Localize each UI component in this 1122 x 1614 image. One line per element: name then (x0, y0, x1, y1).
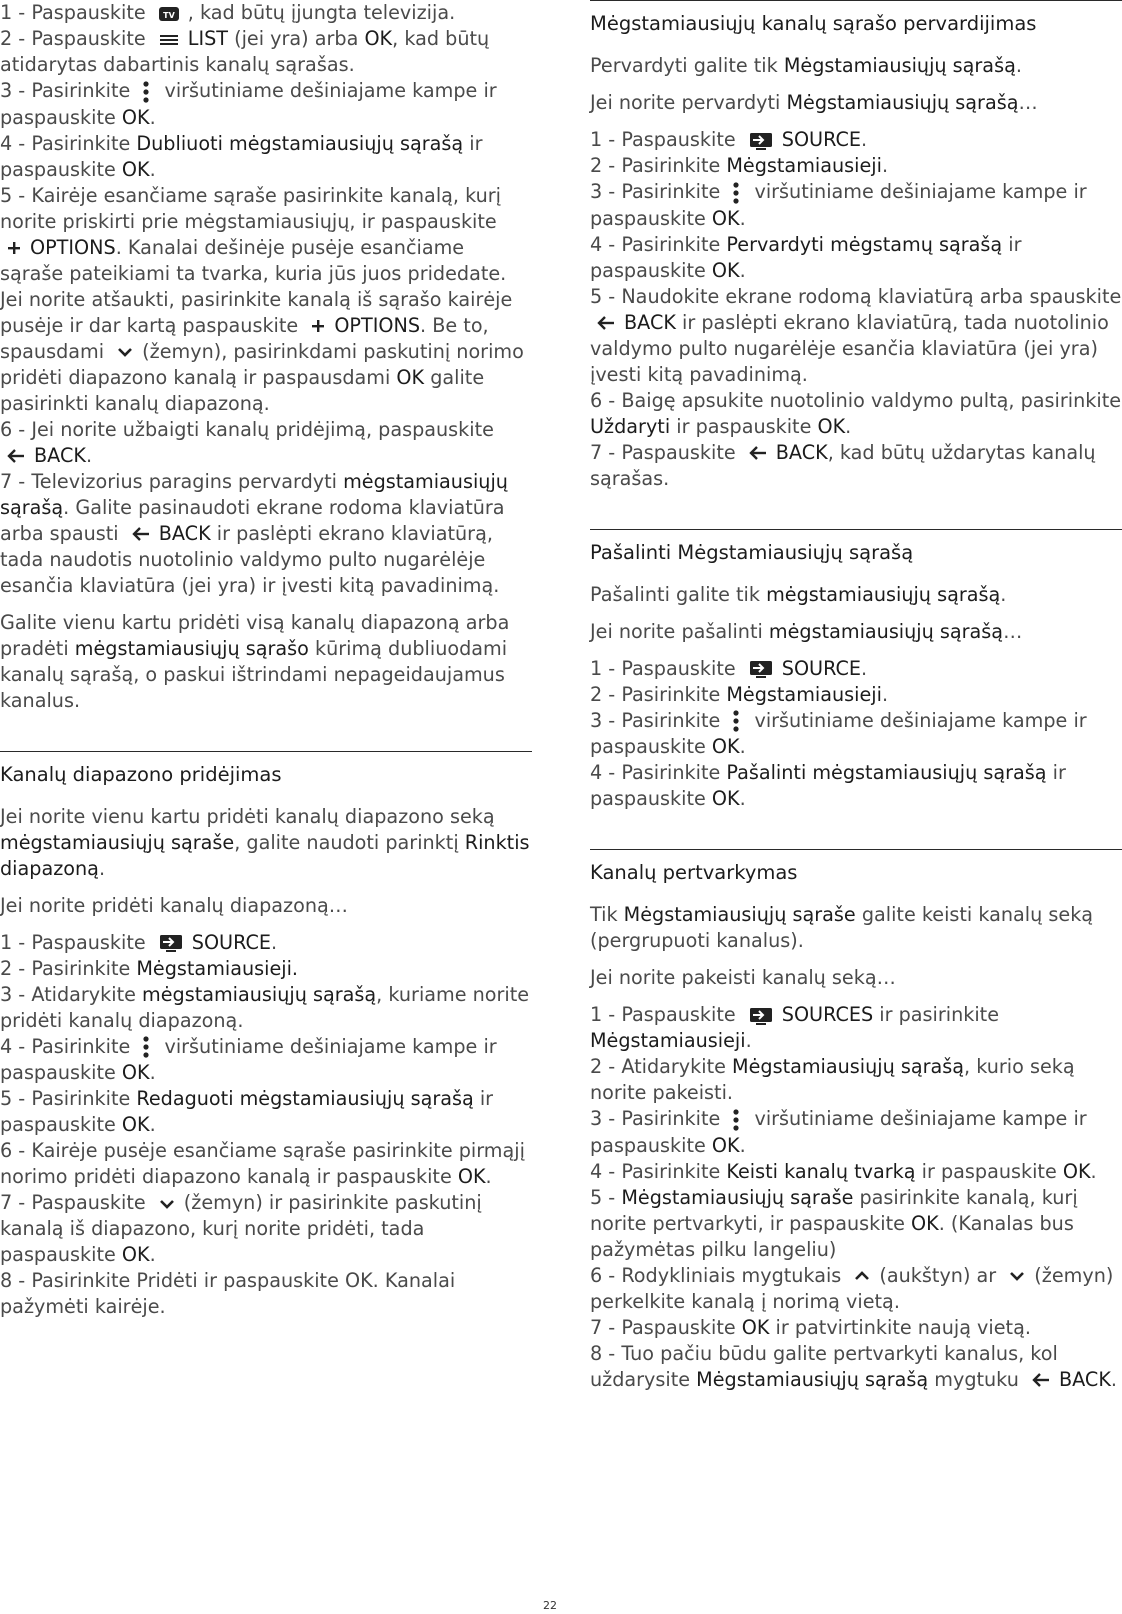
text-run: Pašalinti galite tik (590, 582, 767, 606)
ui-term: Pašalinti mėgstamiausiųjų sąrašą (726, 761, 1047, 784)
section (590, 529, 1122, 813)
text-run: . (845, 414, 852, 438)
ui-term: OPTIONS (334, 313, 421, 337)
step-list (0, 0, 532, 599)
back-icon (6, 447, 26, 465)
step (590, 708, 1122, 761)
svg-text:TV: TV (162, 10, 175, 20)
text-run: . (739, 206, 746, 230)
text-run: . (739, 1133, 746, 1157)
text-run: 2 - Pasirinkite (0, 956, 137, 980)
step (0, 1086, 532, 1138)
text-run: mygtuku (928, 1367, 1025, 1391)
ui-term: Mėgstamiausiųjų sąrašą (786, 91, 1019, 114)
down-icon (158, 1195, 176, 1213)
down-icon (1008, 1267, 1026, 1285)
ui-term: Rinktis diapazoną (0, 830, 530, 880)
ui-term: SOURCE (191, 930, 271, 954)
text-run: , kad būtų įjungta televizija. (187, 1, 456, 24)
text-run: viršutiniame dešiniajame kampe ir paspauskite (590, 708, 1087, 758)
more-icon (142, 79, 150, 105)
text-run: 3 - Pasirinkite (0, 79, 137, 102)
text-run: 6 - Kairėje pusėje esančiame sąraše pasirinkite pirmąjį norimo pridėti diapazono kanalą ir paspauskite (0, 1139, 525, 1188)
ui-term: OPTIONS (30, 235, 116, 259)
source-icon (748, 1006, 774, 1026)
text-run: Jei norite pašalinti (590, 619, 769, 643)
text-run: . (149, 1061, 156, 1084)
step (590, 1315, 1122, 1341)
text-run: Jei norite pakeisti kanalų seką… (590, 966, 896, 989)
text-run: . (98, 856, 106, 880)
ui-term: Mėgstamiausiųjų sąrašą (696, 1367, 929, 1391)
text-run: Jei norite pridėti kanalų diapazoną… (0, 893, 348, 917)
ui-term: Mėgstamiausieji (726, 154, 882, 177)
text-run: ir paslėpti ekrano klaviatūrą, tada nuotolinio valdymo pulto nugarėlėje esančia klaviatūra (jei yra) įvesti kitą pavadinimą. (590, 310, 1109, 386)
step (590, 179, 1122, 232)
text-run: 5 - Kairėje esančiame sąraše pasirinkite kanalą, kurį norite priskirti prie mėgstamiausiųjų, ir paspauskite (0, 183, 502, 233)
ui-term: OK (121, 1243, 150, 1266)
step (590, 682, 1122, 708)
step (0, 930, 532, 956)
text-run: 7 - Paspauskite (590, 440, 742, 464)
step (0, 78, 532, 131)
text-run: 2 - Pasirinkite (590, 682, 727, 706)
text-run: kūrimą dubliuodami kanalų sąrašą, o paskui ištrindami nepageidaujamus kanalus. (0, 636, 508, 712)
step (0, 956, 532, 982)
text-run: ir paspauskite (590, 761, 1066, 810)
ui-term: mėgstamiausiųjų sąrašą (0, 469, 508, 519)
paragraph (590, 90, 1122, 116)
step (590, 153, 1122, 179)
step (0, 1138, 532, 1190)
text-run: 3 - Pasirinkite (590, 180, 727, 203)
text-run: . (739, 787, 746, 810)
ui-term: OK (711, 787, 740, 810)
more-icon (732, 180, 740, 206)
ui-term: Keisti kanalų tvarką (726, 1159, 916, 1183)
text-run: ir paspauskite (0, 131, 483, 181)
ui-term: OK (711, 206, 740, 230)
text-run: 6 - Baigę apsukite nuotolinio valdymo pultą, pasirinkite (590, 388, 1122, 412)
ui-term: OK (741, 1315, 770, 1339)
section-title: Kanalų diapazono pridėjimas (0, 762, 282, 786)
text-run: , kad būtų uždarytas kanalų sąrašas. (590, 440, 1096, 490)
back-icon (131, 525, 151, 543)
text-run: Tik (590, 903, 624, 926)
text-run: 3 - Pasirinkite (590, 1107, 727, 1130)
text-run: 8 - Tuo pačiu būdu galite pertvarkyti kanalus, kol uždarysite (590, 1341, 1058, 1391)
ui-term: OK (1062, 1159, 1091, 1183)
up-icon (853, 1267, 871, 1285)
text-run: . (149, 105, 156, 129)
paragraph (0, 893, 532, 919)
text-run: , kurio seką norite pakeisti. (590, 1055, 1075, 1104)
ui-term: OK (711, 735, 740, 758)
text-run: 4 - Pasirinkite (590, 232, 727, 256)
step (590, 232, 1122, 284)
text-run: . (739, 735, 746, 758)
text-run: . (881, 682, 889, 706)
text-run: Galite vienu kartu pridėti visą kanalų diapazoną arba pradėti (0, 610, 510, 660)
text-run: 7 - Paspauskite (0, 1191, 152, 1214)
ui-term: Mėgstamiausiųjų sąraše (623, 903, 856, 926)
text-run: viršutiniame dešiniajame kampe ir paspauskite (0, 79, 497, 129)
step (590, 284, 1122, 388)
text-run: (žemyn) perkelkite kanalą į norimą vietą. (590, 1263, 1114, 1313)
step (0, 0, 532, 26)
text-run: 7 - Paspauskite (590, 1315, 742, 1339)
text-run: 1 - Paspauskite (0, 930, 152, 954)
text-run: 2 - Paspauskite (0, 27, 152, 50)
text-run: . (1015, 54, 1022, 77)
right-column (590, 0, 1122, 1393)
step-list (590, 656, 1122, 813)
text-run: . (739, 258, 746, 282)
text-run: (jei yra) arba (228, 27, 365, 50)
ui-term: BACK (624, 310, 676, 334)
ui-term: mėgstamiausiųjų sąrašą (766, 582, 1001, 606)
text-run: 6 - Rodykliniais mygtukais (590, 1263, 848, 1287)
text-run: 1 - Paspauskite (590, 1003, 742, 1026)
paragraph (590, 902, 1122, 954)
text-run: pasirinkite kanalą, kurį norite pertvarkyti, ir paspauskite (590, 1185, 1078, 1235)
step (590, 1002, 1122, 1054)
back-icon (748, 444, 768, 462)
text-run: viršutiniame dešiniajame kampe ir paspauskite (0, 1034, 497, 1084)
more-icon (732, 708, 740, 734)
ui-term: Mėgstamiausiųjų sąraše (621, 1185, 854, 1209)
ui-term: OK (396, 365, 425, 389)
ui-term: OK (711, 1133, 740, 1157)
text-run: Pervardyti galite tik (590, 54, 784, 77)
ui-term: Mėgstamiausieji. (136, 956, 299, 980)
text-run: ir paslėpti ekrano klaviatūrą, tada naudotis nuotolinio valdymo pulto nugarėlėje esančia klaviatūra (jei yra) ir įvesti kitą pavadinimą. (0, 521, 500, 597)
ui-term: SOURCE (781, 656, 861, 680)
ui-term: OK (121, 157, 150, 181)
text-run: . (861, 128, 868, 151)
ui-term: BACK (1058, 1367, 1111, 1391)
ui-term: mėgstamiausiųjų sąrašą (142, 982, 377, 1006)
text-run: . (1110, 1367, 1118, 1391)
plus-icon (6, 239, 22, 257)
step (0, 1268, 532, 1320)
ui-term: Uždaryti (590, 414, 671, 438)
text-run: Jei norite vienu kartu pridėti kanalų diapazono seką (0, 804, 495, 828)
section (590, 849, 1122, 1393)
ui-term: Mėgstamiausieji (590, 1029, 746, 1052)
text-run: 1 - Paspauskite (0, 1, 152, 24)
ui-term: BACK (34, 443, 86, 467)
ui-term: Redaguoti mėgstamiausiųjų sąrašą (136, 1087, 474, 1110)
step (590, 127, 1122, 153)
more-icon (732, 1107, 740, 1133)
paragraph (0, 804, 532, 882)
text-run: . (1090, 1159, 1097, 1183)
step (590, 1054, 1122, 1106)
text-run: 1 - Paspauskite (590, 128, 742, 151)
text-run: ir paspauskite (915, 1159, 1063, 1183)
ui-term: OK (364, 27, 393, 50)
text-run: (žemyn) ir pasirinkite paskutinį kanalą iš diapazono, kurį norite pridėti, tada paspauskite (0, 1191, 482, 1266)
text-run: 7 - Televizorius paragins pervardyti (0, 469, 344, 493)
text-run: 2 - Pasirinkite (590, 154, 727, 177)
step (590, 1106, 1122, 1159)
text-run: ir paspauskite (670, 414, 818, 438)
text-run: . (881, 154, 889, 177)
text-run: . Galite pasinaudoti ekrane rodoma klaviatūra arba spausti (0, 495, 505, 545)
text-run: ir paspauskite (590, 232, 1022, 282)
ui-term: BACK (775, 440, 828, 464)
more-icon (142, 1034, 150, 1060)
ui-term: SOURCE (781, 128, 861, 151)
back-icon (1031, 1371, 1051, 1389)
left-column (0, 0, 532, 1320)
ui-term: mėgstamiausiųjų sąrašą (768, 619, 1004, 643)
list-icon (158, 31, 180, 49)
source-icon (748, 131, 774, 151)
ui-term: OK (121, 105, 150, 129)
text-run: 3 - Pasirinkite (590, 708, 727, 732)
page-number: 22 (543, 1599, 557, 1612)
step (0, 417, 532, 469)
step (590, 1341, 1122, 1393)
step-list (590, 1002, 1122, 1393)
ui-term: Dubliuoti mėgstamiausiųjų sąrašą (136, 131, 464, 155)
text-run: viršutiniame dešiniajame kampe ir paspauskite (590, 1107, 1087, 1157)
tv-icon (158, 5, 180, 23)
source-icon (158, 933, 184, 953)
text-run: galite pasirinkti kanalų diapazoną. (0, 365, 485, 415)
text-run: . (861, 656, 868, 680)
step (0, 469, 532, 599)
text-run: . Kanalai dešinėje pusėje esančiame sąraše pateikiami ta tvarka, kuria jūs juos pridedate. Jei norite atšaukti, pasirinkite kanalą iš sąrašo kairėje pusėje ir dar kartą paspauskite (0, 235, 513, 337)
section (590, 0, 1122, 492)
text-run: ir paspauskite (0, 1087, 494, 1136)
back-icon (596, 314, 616, 332)
paragraph (0, 610, 532, 714)
text-run: . (1000, 582, 1007, 606)
text-run: (aukštyn) ar (879, 1263, 1003, 1287)
ui-term: BACK (158, 521, 211, 545)
ui-term: Pervardyti mėgstamų sąrašą (726, 232, 1003, 256)
ui-term: OK (817, 414, 846, 438)
text-run: … (1003, 619, 1023, 643)
paragraph (590, 619, 1122, 645)
text-run: . (Kanalas bus pažymėtas pilku langeliu) (590, 1211, 1074, 1261)
step-list (0, 930, 532, 1321)
text-run: . (485, 1165, 492, 1188)
ui-term: OK (121, 1061, 150, 1084)
text-run: , galite naudoti parinktį (234, 830, 465, 854)
step (0, 183, 532, 417)
ui-term: Mėgstamiausieji (726, 682, 882, 706)
ui-term: OK (457, 1165, 486, 1188)
text-run: ir patvirtinkite naują vietą. (769, 1315, 1031, 1339)
down-icon (116, 343, 134, 361)
text-run: Jei norite pervardyti (590, 91, 787, 114)
ui-term: mėgstamiausiųjų sąraše (0, 830, 235, 854)
text-run: . (271, 930, 278, 954)
text-run: 8 - Pasirinkite Pridėti ir paspauskite OK. Kanalai pažymėti kairėje. (0, 1269, 456, 1318)
text-run: . (149, 157, 156, 181)
step (590, 1263, 1122, 1315)
section-title: Mėgstamiausiųjų kanalų sąrašo pervardijimas (590, 12, 1037, 35)
ui-term: SOURCES (781, 1003, 874, 1026)
text-run: 4 - Pasirinkite (0, 131, 137, 155)
text-run: 5 - Naudokite ekrane rodomą klaviatūrą arba spauskite (590, 284, 1122, 308)
text-run: , kuriame norite pridėti kanalų diapazoną. (0, 982, 530, 1032)
text-run: . (85, 443, 93, 467)
step (590, 1185, 1122, 1263)
step (0, 982, 532, 1034)
text-run: 4 - Pasirinkite (590, 1159, 727, 1183)
paragraph (590, 53, 1122, 79)
ui-term: OK (711, 258, 740, 282)
text-run: 2 - Atidarykite (590, 1055, 733, 1078)
section-title: Pašalinti Mėgstamiausiųjų sąrašą (590, 540, 914, 564)
text-run: 4 - Pasirinkite (0, 1034, 137, 1058)
paragraph (590, 965, 1122, 991)
step (590, 440, 1122, 492)
step (0, 26, 532, 78)
text-run: . (745, 1029, 752, 1052)
text-run: 4 - Pasirinkite (590, 761, 727, 784)
text-run: , kad būtų atidarytas dabartinis kanalų sąrašas. (0, 27, 490, 76)
section (0, 751, 532, 1321)
text-run: 5 - Pasirinkite (0, 1087, 137, 1110)
ui-term: Mėgstamiausiųjų sąrašą (783, 54, 1016, 77)
step-list (590, 127, 1122, 492)
paragraph (590, 582, 1122, 608)
source-icon (748, 659, 774, 679)
step (590, 388, 1122, 440)
step (0, 1034, 532, 1087)
step (590, 1159, 1122, 1185)
ui-term: mėgstamiausiųjų sąrašo (74, 636, 309, 660)
text-run: 5 - (590, 1185, 622, 1209)
ui-term: OK (911, 1211, 939, 1235)
text-run: viršutiniame dešiniajame kampe ir paspauskite (590, 180, 1087, 230)
step (590, 656, 1122, 682)
text-run: (žemyn), pasirinkdami paskutinį norimo pridėti diapazono kanalą ir paspausdami (0, 339, 524, 389)
text-run: . Be to, spausdami (0, 313, 489, 363)
step (0, 1190, 532, 1268)
section-title: Kanalų pertvarkymas (590, 861, 798, 884)
text-run: 6 - Jei norite užbaigti kanalų pridėjimą, paspauskite (0, 417, 494, 441)
text-run: … (1018, 91, 1038, 114)
text-run: . (149, 1243, 156, 1266)
ui-term: Mėgstamiausiųjų sąrašą (732, 1055, 965, 1078)
text-run: galite keisti kanalų seką (pergrupuoti kanalus). (590, 903, 1094, 952)
text-run: 3 - Atidarykite (0, 982, 143, 1006)
text-run: 1 - Paspauskite (590, 656, 742, 680)
plus-icon (310, 317, 326, 335)
text-run: ir pasirinkite (873, 1003, 1000, 1026)
text-run: . (149, 1113, 156, 1136)
ui-term: LIST (187, 27, 229, 50)
ui-term: OK (121, 1113, 150, 1136)
step (590, 760, 1122, 812)
step (0, 131, 532, 183)
